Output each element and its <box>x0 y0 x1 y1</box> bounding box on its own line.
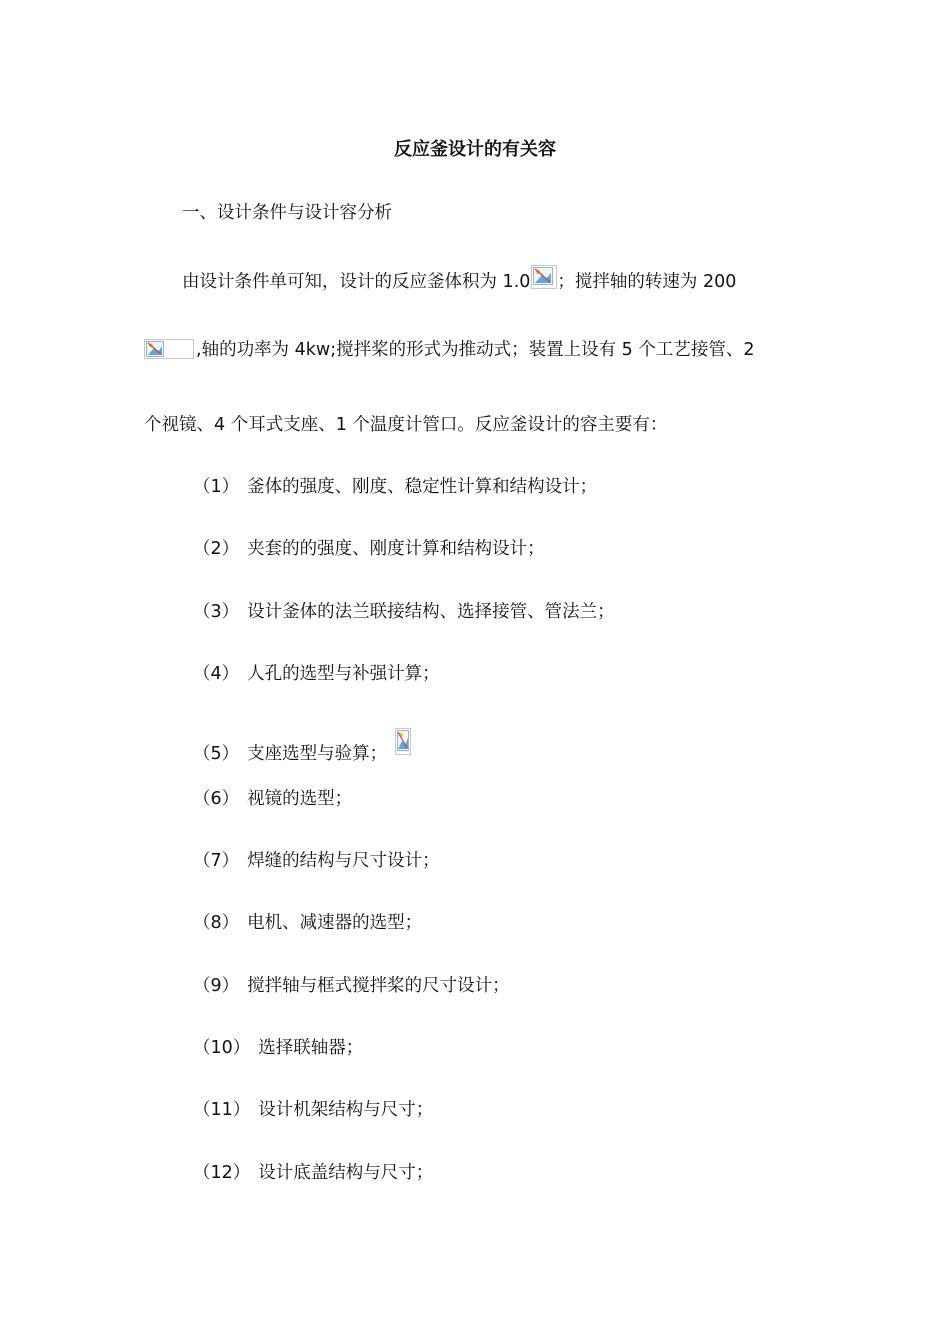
list-item-number: （12） <box>193 1163 251 1183</box>
list-item-text: 夹套的的强度、刚度计算和结构设计； <box>247 539 545 559</box>
intro-line-2-text: ,轴的功率为 4kw;搅拌桨的形式为推动式；装置上设有 5 个工艺接管、2 <box>196 340 755 360</box>
list-item-number: （1） <box>193 477 240 497</box>
list-item <box>193 537 545 561</box>
list-item <box>193 662 440 686</box>
list-item-number: （7） <box>193 851 240 871</box>
list-item-text: 选择联轴器； <box>258 1038 364 1058</box>
list-item <box>193 849 440 873</box>
list-item-number: （2） <box>193 539 240 559</box>
section-heading: 一、设计条件与设计容分析 <box>182 203 392 223</box>
broken-image-icon <box>144 339 194 359</box>
list-item-number: （10） <box>193 1038 251 1058</box>
list-item-text: 人孔的选型与补强计算； <box>247 664 440 684</box>
list-item-text: 焊缝的结构与尺寸设计； <box>247 851 440 871</box>
list-item-text: 视镜的选型； <box>247 789 353 809</box>
list-item <box>193 911 422 935</box>
intro-line-2 <box>144 338 755 362</box>
list-item-text: 电机、减速器的选型； <box>247 913 423 933</box>
list-item <box>193 1098 433 1122</box>
list-item-number: （9） <box>193 976 240 996</box>
list-item-number: （3） <box>193 602 240 622</box>
broken-image-icon <box>395 728 411 755</box>
list-item <box>193 600 615 624</box>
list-item-number: （5） <box>193 744 240 764</box>
list-item-text: 设计机架结构与尺寸； <box>258 1100 434 1120</box>
intro-line-1-text-b: ；搅拌轴的转速为 200 <box>557 272 737 292</box>
list-item-number: （6） <box>193 789 240 809</box>
intro-line-1-text-a: 由设计条件单可知，设计的反应釜体积为 1.0 <box>182 272 531 292</box>
list-item-text: 搅拌轴与框式搅拌桨的尺寸设计； <box>247 976 510 996</box>
list-item <box>193 974 510 998</box>
list-item <box>193 787 352 811</box>
intro-line-3: 个视镜、4 个耳式支座、1 个温度计管口。反应釜设计的容主要有： <box>144 415 668 435</box>
broken-image-icon <box>531 265 557 289</box>
list-item-number: （4） <box>193 664 240 684</box>
list-item-text: 支座选型与验算； <box>247 744 388 764</box>
list-item-number: （8） <box>193 913 240 933</box>
list-item <box>193 475 597 499</box>
list-item <box>193 1161 433 1185</box>
list-item <box>193 1036 363 1060</box>
list-item-number: （11） <box>193 1100 251 1120</box>
list-item <box>193 728 411 766</box>
list-item-text: 釜体的强度、刚度、稳定性计算和结构设计； <box>247 477 598 497</box>
document-title: 反应釜设计的有关容 <box>394 139 556 160</box>
list-item-text: 设计底盖结构与尺寸； <box>258 1163 434 1183</box>
intro-line-1 <box>182 265 736 294</box>
list-item-text: 设计釜体的法兰联接结构、选择接管、管法兰； <box>247 602 615 622</box>
